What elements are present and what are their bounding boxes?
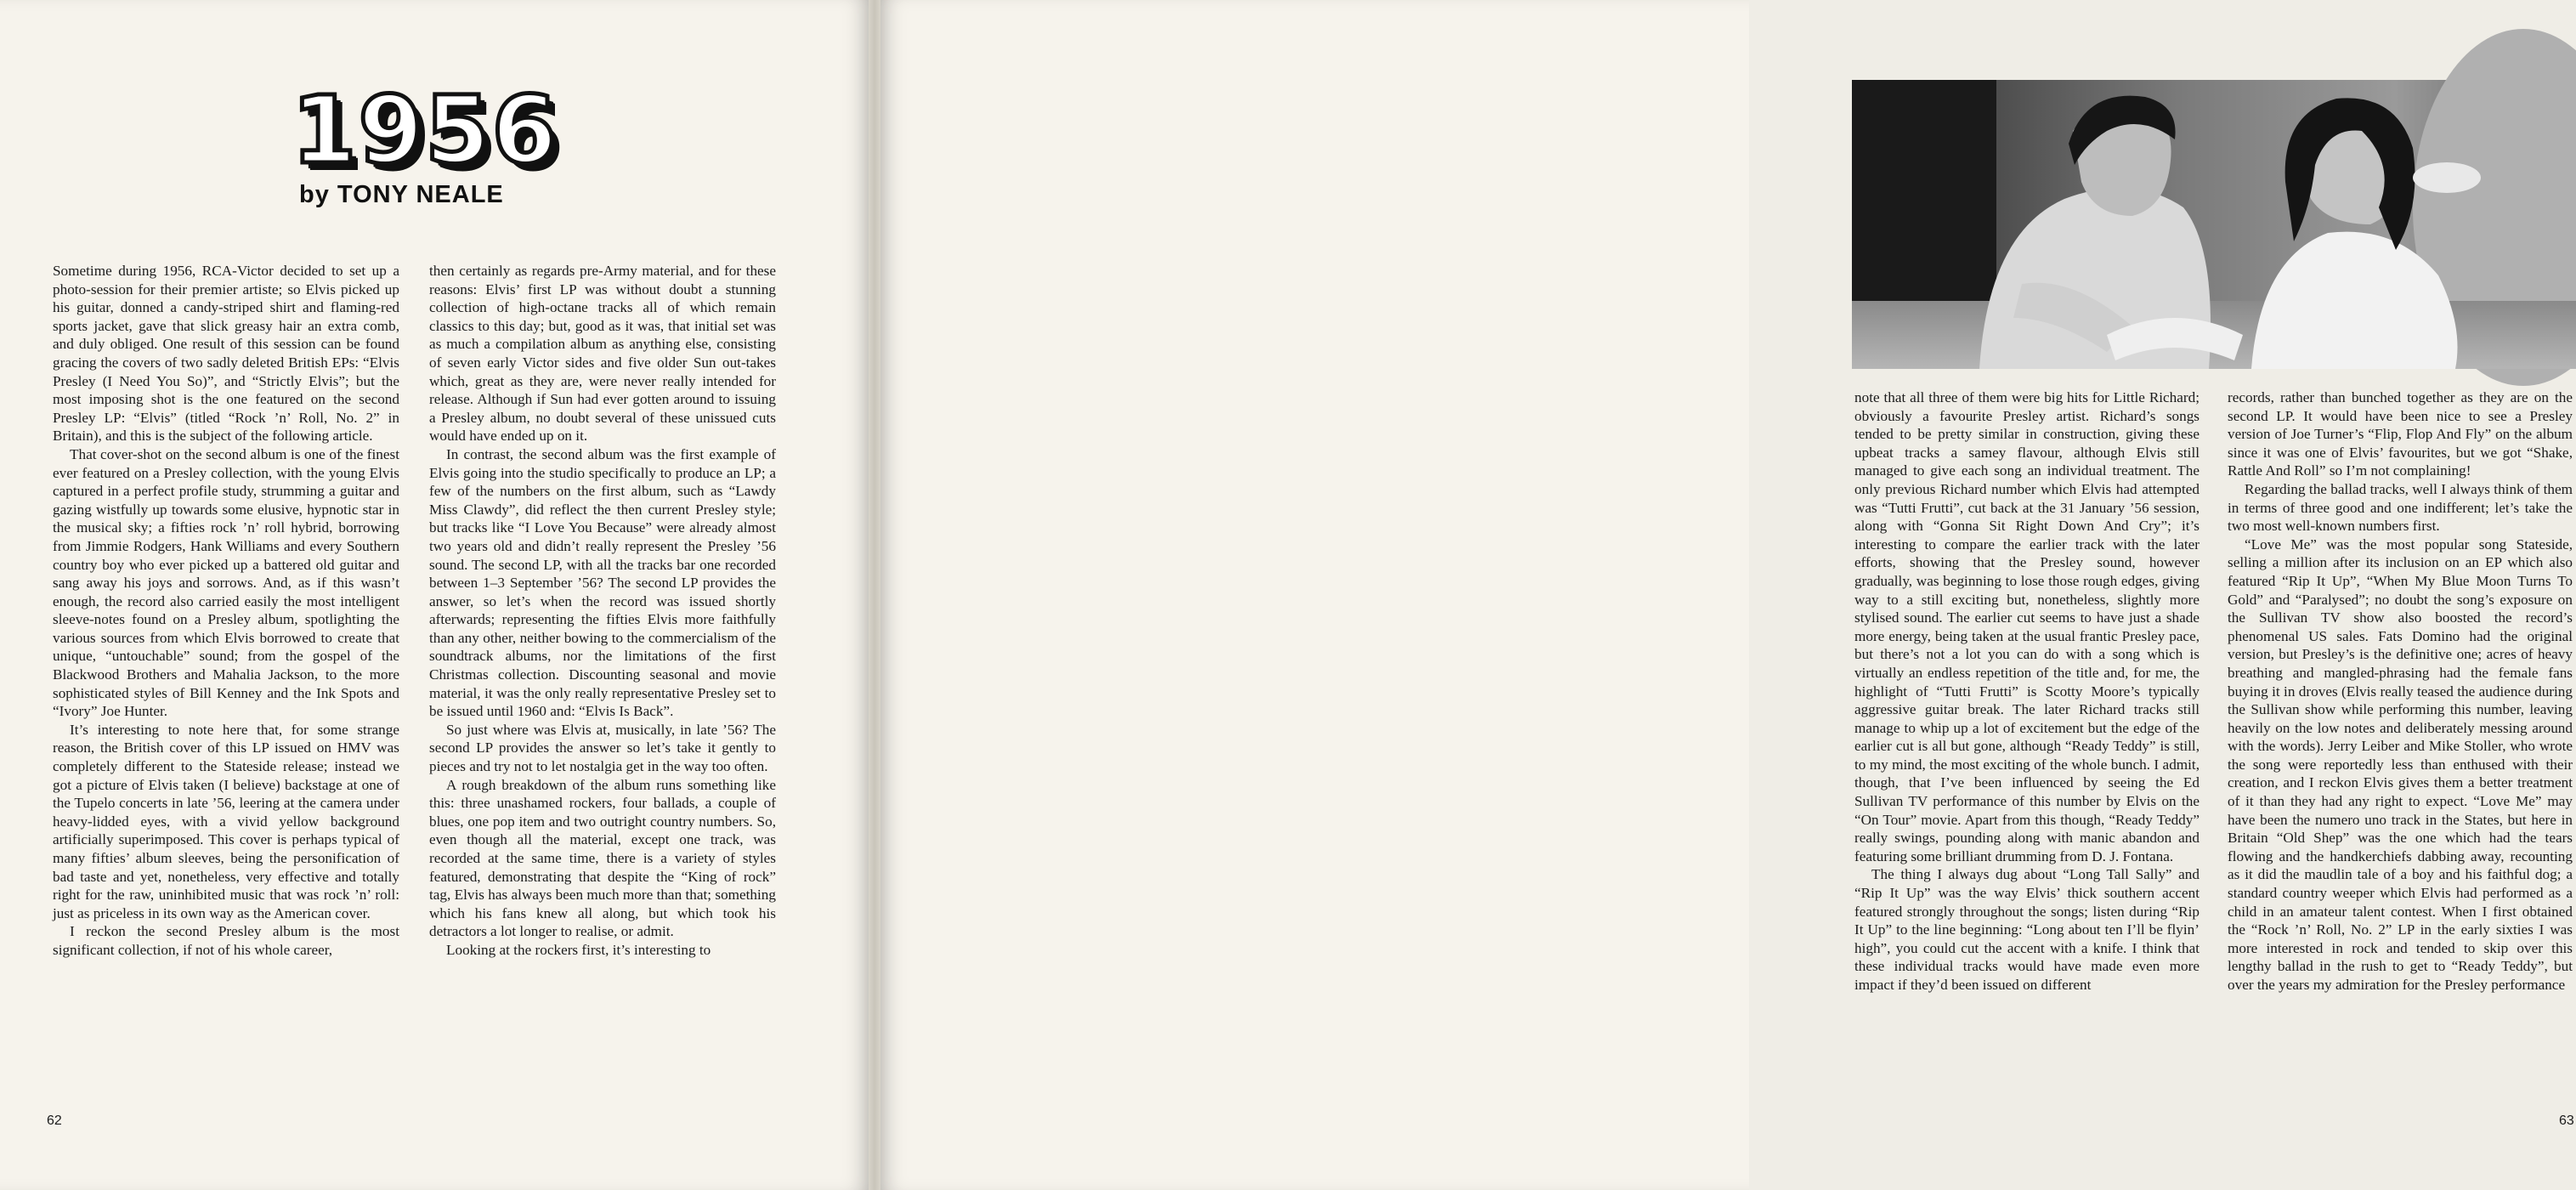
paragraph: It’s interesting to note here that, for some strange reason, the British cover of this LP issued on HMV was completely different to the Stateside release; instead we got a picture of Elvis taken (I believe) backstage at one of the Tupelo concerts in late ’56, leering at the camera under heavy-lidded eyes, with a vivid yellow background artificially superimposed. This cover is perhaps typical of many fifties’ album sleeves, being the personification of bad taste and yet, nonetheless, very effective and totally right for the raw, uninhibited music that was rock ’n’ roll: just as priceless in its own way as the American cover. <box>53 721 399 921</box>
paragraph: That cover-shot on the second album is one of the finest ever featured on a Presley collection, with the young Elvis captured in a perfect profile study, strumming a guitar and gazing wistfully up towards some elusive, hypnotic star in the musical sky; a fifties rock ’n’ roll hybrid, borrowing from Jimmie Rodgers, Hank Williams and every Southern country boy who ever picked up a battered old guitar and sang away his joys and sorrows. And, as if this wasn’t enough, the record also carried easily the most intelligent sleeve-notes found on a Presley album, spotlighting the various sources from which Elvis borrowed to create that unique, “untouchable” sound; from the gospel of the Blackwood Brothers and Mahalia Jackson, to the more sophisticated styles of Bill Kenney and the Ink Spots and “Ivory” Joe Hunter. <box>53 445 399 720</box>
text-column-1 <box>53 262 399 960</box>
paragraph: Regarding the ballad tracks, well I always think of them in terms of three good and one indifferent; let’s take the two most well-known numbers first. <box>2228 480 2573 535</box>
text-column-3 <box>1854 388 2200 994</box>
paragraph: In contrast, the second album was the first example of Elvis going into the studio specifically to produce an LP; a few of the numbers on the first album, such as “Lawdy Miss Clawdy”, did reflect the then current Presley style; but tracks like “I Love You Because” were already almost two years old and didn’t really represent the Presley ’56 sound. The second LP, with all the tracks bar one recorded between 1–3 September ’56? The second LP provides the answer, so let’s when the record was issued shortly afterwards; representing the fifties Elvis more faithfully than any other, neither bowing to the commercialism of the soundtrack albums, nor the limitations of the first Christmas collection. Discounting seasonal and movie material, it was the only really representative Presley set to be issued until 1960 and: “Elvis Is Back”. <box>429 445 776 720</box>
right-page <box>880 0 2574 1190</box>
black-and-white-photo <box>1852 80 2576 369</box>
paragraph: “Love Me” was the most popular song Stateside, selling a million after its inclusion on an EP which also featured “Rip It Up”, “When My Blue Moon Turns To Gold” and “Paralysed”; no doubt the song’s exposure on the Sullivan TV show also boosted the record’s phenomenal US sales. Fats Domino had the original version, but Presley’s is the definitive one; acres of heavy breathing and mangled-phrasing had the female fans buying it in droves (Elvis really teased the audience during the Sullivan show while performing this number, leaving heavily on the low notes and deliberately messing around with the words). Jerry Leiber and Mike Stoller, who wrote the song were reportedly less than enthused with their creation, and I reckon Elvis gives them a better treatment of it than they had any right to expect. “Love Me” may have been the numero uno track in the States, but here in Britain “Old Shep” was the one which had the tears flowing and the handkerchiefs dabbing away, recounting as it did the maudlin tale of a boy and his faithful dog; a standard country weeper which Elvis had performed as a child in an amateur talent contest. When I first obtained the “Rock ’n’ Roll, No. 2” LP in the early sixties I was more interested in rock and tended to skip over this lengthy ballad in the rush to get to “Ready Teddy”, but over the years my admiration for the Presley performance <box>2228 536 2573 993</box>
book-gutter <box>869 0 880 1190</box>
paragraph: I reckon the second Presley album is the most significant collection, if not of his whole career, <box>53 923 399 958</box>
article-byline: by TONY NEALE <box>299 181 504 208</box>
text-column-4 <box>2228 388 2573 994</box>
paragraph: Looking at the rockers first, it’s interesting to <box>446 941 711 958</box>
paragraph: Sometime during 1956, RCA-Victor decided to set up a photo-session for their premier artiste; so Elvis picked up his guitar, donned a candy-striped shirt and flaming-red sports jacket, gave that slick greasy hair an extra comb, and duly obliged. One result of this session can be found gracing the covers of two sadly deleted British EPs: “Elvis Presley (I Need You So)”, and “Strictly Elvis”; but the most imposing shot is the one featured on the second Presley LP: “Elvis” (titled “Rock ’n’ Roll, No. 2” in Britain), and this is the subject of the following article. <box>53 263 399 445</box>
paragraph: The thing I always dug about “Long Tall Sally” and “Rip It Up” was the way Elvis’ thick southern accent featured strongly throughout the songs; listen during “Rip It Up” to the line beginning: “Long about ten I’ll be flyin’ high”, you could cut the accent with a knife. I think that these individual tracks would have made even more impact if they’d been issued on different <box>1854 866 2200 993</box>
paragraph: A rough breakdown of the album runs something like this: three unashamed rockers, four ballads, a couple of blues, one pop item and two outright country numbers. So, even though all the material, except one track, was recorded at the same time, there is a variety of styles featured, demonstrating that despite the “King of rock” tag, Elvis has always been much more than that; something which his fans knew all along, but which took his detractors a lot longer to realise, or admit. <box>429 776 776 940</box>
page-number: 62 <box>47 1114 62 1128</box>
paragraph: then certainly as regards pre-Army material, and for these reasons: Elvis’ first LP was without doubt a stunning collection of high-octane tracks all of which remain classics to this day; but, good as it was, that initial set was as much a compilation album as anything else, consisting of seven early Victor sides and five older Sun out-takes which, great as they are, were never really intended for release. Although if Sun had ever gotten around to issuing a Presley album, no doubt several of these unissued cuts would have ended up on it. <box>429 263 776 445</box>
text-column-2 <box>429 262 776 960</box>
paragraph: So just where was Elvis at, musically, in late ’56? The second LP provides the answer so let’s take it gently to pieces and try not to let nostalgia get in the way too often. <box>429 721 776 775</box>
left-page <box>0 0 869 1190</box>
page-number: 63 <box>2559 1114 2574 1128</box>
paragraph: note that all three of them were big hits for Little Richard; obviously a favourite Presley artist. Richard’s songs tended to be pretty similar in construction, giving these upbeat tracks a samey flavour, although Elvis still managed to give each song an individual treatment. The only previous Richard number which Elvis had attempted was “Tutti Frutti”, cut back at the 31 January ’56 session, along with “Gonna Sit Right Down And Cry”; it’s interesting to compare the earlier track with the later efforts, showing that the Presley sound, however gradually, was beginning to lose those rough edges, giving way to a still exciting but, nonetheless, slightly more stylised sound. The earlier cut seems to have just a shade more energy, being taken at the usual frantic Presley pace, but there’s not a lot you can do with a song which is virtually an endless repetition of the title and, for me, the highlight of “Tutti Frutti” is Scotty Moore’s typically aggressive guitar break. The later Richard tracks still manage to whip up a lot of excitement but the edge of the earlier cut is all but gone, although “Ready Teddy” is still, to my mind, the most exciting of the whole bunch. I admit, though, that I’ve been influenced by seeing the Ed Sullivan TV performance of this number by Elvis on the “On Tour” movie. Apart from this though, “Ready Teddy” really swings, pounding along with manic abandon and featuring some brilliant drumming from D. J. Fontana. <box>1854 389 2200 864</box>
photo-illustration <box>1852 80 2576 369</box>
paragraph: records, rather than bunched together as they are on the second LP. It would have been nice to see a Presley version of Joe Turner’s “Flip, Flop And Fly” on the album since it was one of Elvis’ favourites, but we got “Shake, Rattle And Roll” so I’m not complaining! <box>2228 389 2573 479</box>
article-title: 1956 <box>292 76 559 184</box>
